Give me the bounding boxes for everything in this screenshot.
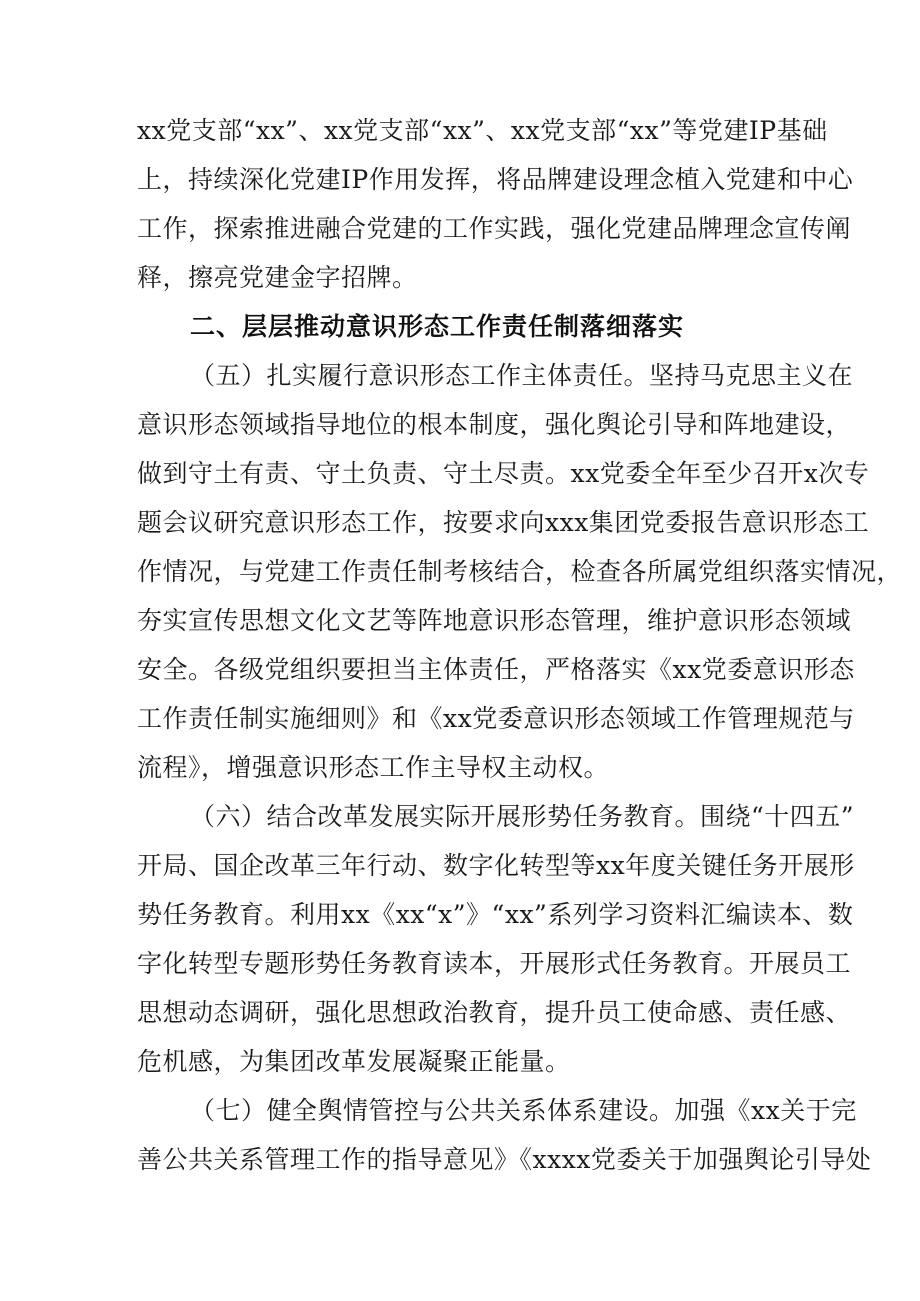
paragraph-line: 题会议研究意识形态工作，按要求向xxx集团党委报告意识形态工 [137, 508, 870, 537]
paragraph-line: xx党支部“xx”、xx党支部“xx”、xx党支部“xx”等党建IP基础 [137, 116, 828, 145]
paragraph-line: 作情况，与党建工作责任制考核结合，检查各所属党组织落实情况， [137, 557, 903, 586]
paragraph-line: 势任务教育。利用xx《xx“x”》“xx”系列学习资料汇编读本、数 [137, 900, 854, 929]
paragraph-line: 危机感，为集团改革发展凝聚正能量。 [137, 1047, 571, 1076]
paragraph-line: 做到守土有责、守土负责、守土尽责。xx党委全年至少召开x次专 [137, 459, 870, 488]
paragraph-line: （六）结合改革发展实际开展形势任务教育。围绕“十四五” [190, 802, 855, 831]
paragraph-line: 工作责任制实施细则》和《xx党委意识形态领域工作管理规范与 [137, 704, 855, 733]
paragraph-line: 释，擦亮党建金字招牌。 [137, 263, 418, 292]
section-heading: 二、层层推动意识形态工作责任制落细落实 [190, 312, 685, 341]
paragraph-line: 流程》，增强意识形态工作主导权主动权。 [137, 753, 610, 782]
paragraph-line: 夯实宣传思想文化文艺等阵地意识形态管理，维护意识形态领域 [137, 606, 852, 635]
paragraph-line: （七）健全舆情管控与公共关系体系建设。加强《xx关于完 [190, 1096, 857, 1125]
paragraph-line: 安全。各级党组织要担当主体责任，严格落实《xx党委意识形态 [137, 655, 855, 684]
paragraph-line: （五）扎实履行意识形态工作主体责任。坚持马克思主义在 [190, 361, 854, 390]
paragraph-line: 字化转型专题形势任务教育读本，开展形式任务教育。开展员工 [137, 949, 852, 978]
paragraph-line: 工作，探索推进融合党建的工作实践，强化党建品牌理念宣传阐 [137, 214, 852, 243]
paragraph-line: 意识形态领域指导地位的根本制度，强化舆论引导和阵地建设， [137, 410, 852, 439]
paragraph-line: 善公共关系管理工作的指导意见》《xxxx党委关于加强舆论引导处 [137, 1145, 872, 1174]
paragraph-line: 开局、国企改革三年行动、数字化转型等xx年度关键任务开展形 [137, 851, 855, 880]
paragraph-line: 思想动态调研，强化思想政治教育，提升员工使命感、责任感、 [137, 998, 852, 1027]
paragraph-line: 上，持续深化党建IP作用发挥，将品牌建设理念植入党建和中心 [137, 165, 854, 194]
